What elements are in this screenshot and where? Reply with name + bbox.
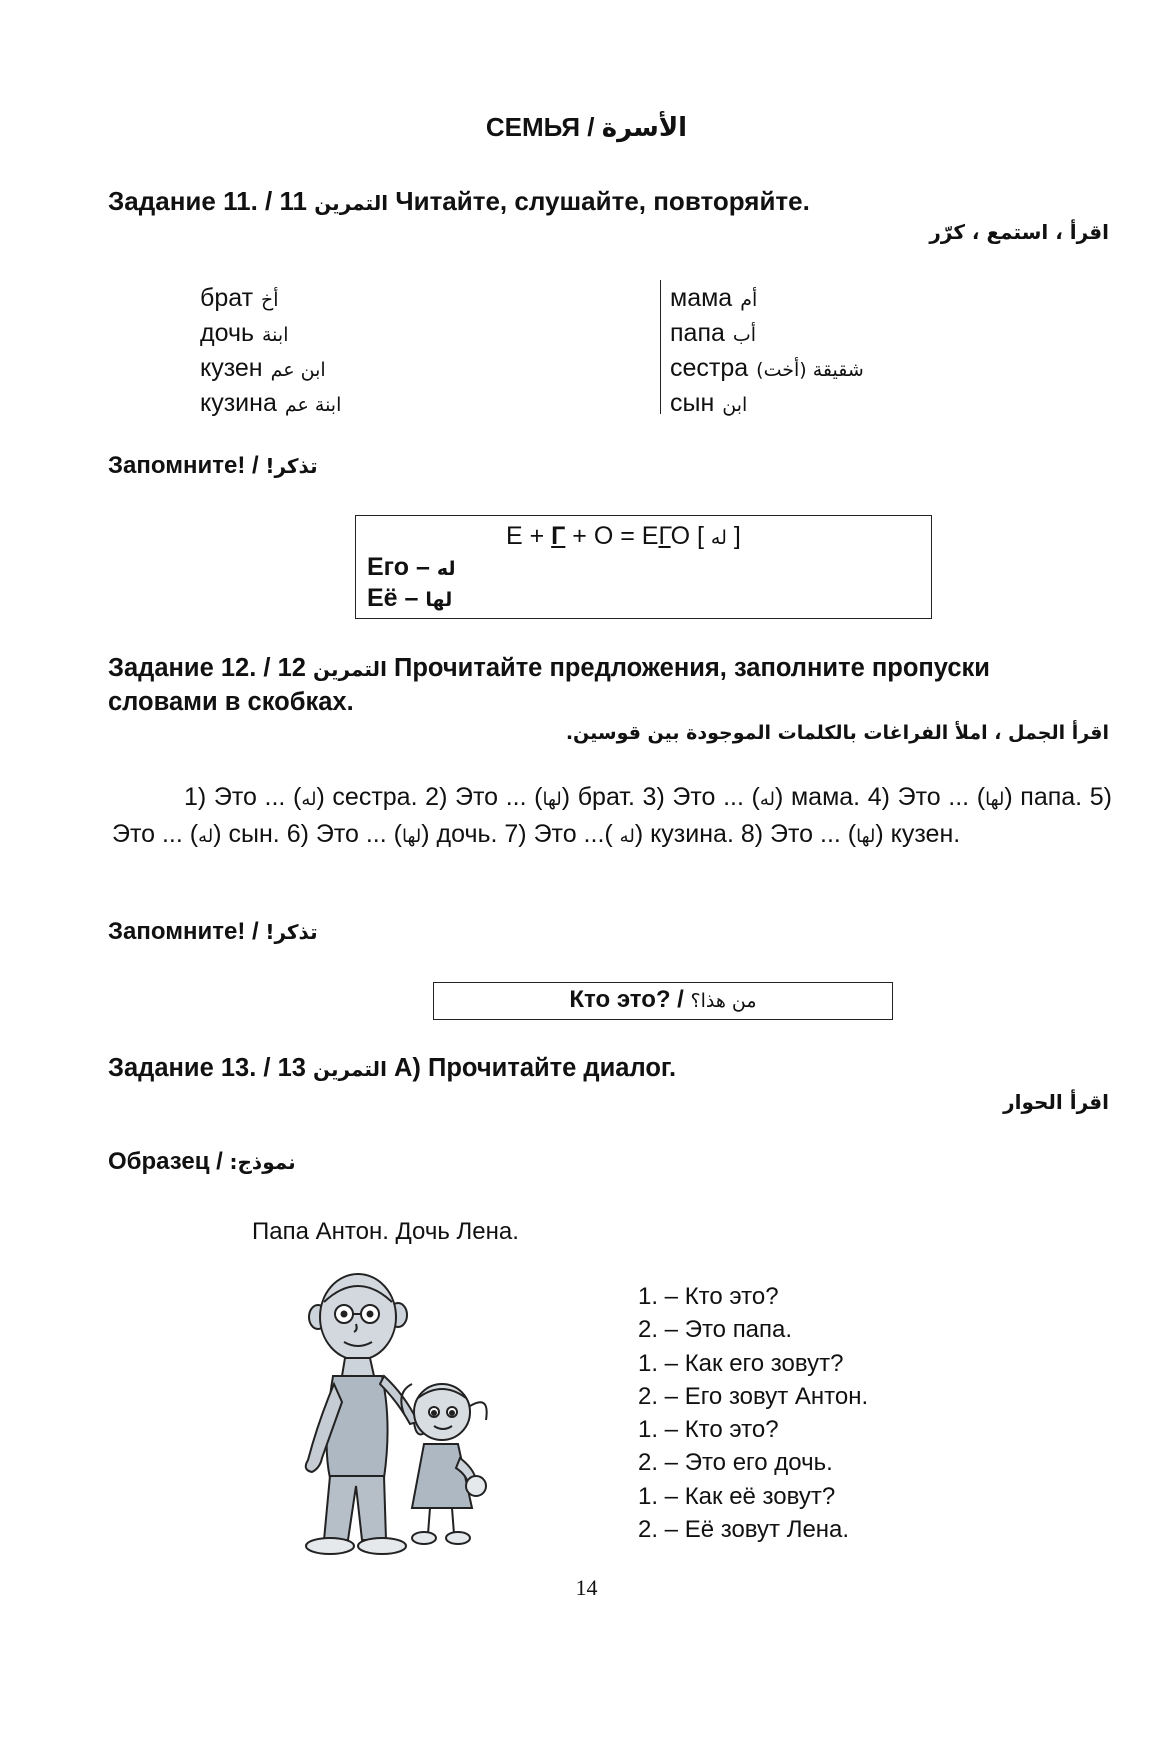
daughter-dress	[412, 1444, 472, 1508]
dialog-line: 1. – Как его зовут?	[638, 1349, 844, 1377]
vocab-item: кузен ابن عم	[200, 354, 326, 382]
exercise12-text: 1) Это ... (له) сестра. 2) Это ... (لها) брат. 3) Это ... (له) мама. 4) Это ... (لها) папа. 5) Это ... (له) сын. 6) Это ... (لها) дочь. 7) Это ...( له) кузина. 8) Это ... (لها) кузен.	[112, 783, 1112, 848]
daughter-toy	[466, 1476, 486, 1496]
remember-heading-2: Запомните! / تذكر!	[108, 918, 318, 945]
father-neck	[342, 1358, 374, 1376]
father-legs	[324, 1476, 386, 1540]
daughter-head	[414, 1384, 470, 1440]
who-box	[433, 982, 893, 1020]
father-shoe-left	[306, 1538, 354, 1554]
sample-heading: Образец / نموذج:	[108, 1148, 296, 1175]
task12-heading-line2: словами в скобках.	[108, 688, 354, 716]
task11-prefix: Задание 11. / 11	[108, 186, 307, 216]
task11-ar-word: التمرين	[314, 191, 389, 215]
who-box-text: Кто это? / من هذا؟	[569, 986, 757, 1013]
rule-eyo: Её – لها	[367, 584, 453, 612]
vocab-item: дочь ابنة	[200, 319, 289, 347]
page-title	[0, 112, 1173, 143]
page-number: 14	[575, 1575, 598, 1600]
task11-ar-instruction: اقرأ ، استمع ، كرّر	[929, 220, 1109, 244]
rule-ego: Его – له	[367, 553, 456, 581]
task12-heading: Задание 12. / 12 التمرين Прочитайте предложения, заполните пропуски	[108, 654, 990, 682]
vocab-left-list	[200, 282, 341, 422]
dialog-line: 1. – Кто это?	[638, 1283, 779, 1310]
page-title-ar: الأسرة	[601, 113, 688, 143]
father-shoe-right	[358, 1538, 406, 1554]
vocab-divider	[660, 280, 661, 414]
vocab-item: папа أب	[670, 319, 757, 347]
dialog-list	[638, 1280, 868, 1546]
task11-instruction: Читайте, слушайте, повторяйте.	[395, 186, 810, 216]
sample-text: Папа Антон. Дочь Лена.	[252, 1218, 519, 1245]
dialog-line: 2. – Это папа.	[638, 1316, 793, 1344]
dialog-line: 2. – Её зовут Лена.	[638, 1516, 850, 1544]
task11-heading	[108, 186, 810, 217]
father-daughter-illustration	[300, 1272, 540, 1562]
dialog-line: 1. – Кто это?	[638, 1416, 779, 1444]
task13-ar-instruction: اقرأ الحوار	[1003, 1090, 1109, 1114]
page-title-ru: СЕМЬЯ /	[485, 112, 595, 142]
vocab-right-list	[670, 282, 864, 422]
dialog-line: 2. – Его зовут Антон.	[638, 1382, 869, 1410]
remember-heading-1: Запомните! / تذكر!	[108, 452, 318, 479]
vocab-item: сестра شقيقة (أخت)	[670, 354, 864, 382]
dialog-line: 2. – Это его дочь.	[638, 1449, 833, 1477]
dialog-line: 1. – Как её зовут?	[638, 1482, 836, 1510]
daughter-shoe-right	[446, 1532, 470, 1544]
rule-box	[355, 515, 932, 619]
vocab-item: брат أخ	[200, 284, 279, 312]
task13-heading: Задание 13. / 13 التمرين А) Прочитайте диалог.	[108, 1054, 677, 1082]
task12-ar-instruction: اقرأ الجمل ، املأ الفراغات بالكلمات الموجودة بين قوسين.	[565, 722, 1109, 744]
vocab-item: сын ابن	[670, 389, 748, 417]
daughter-shoe-left	[412, 1532, 436, 1544]
rule-formula: Е + Г + О = ЕГО [ له ]	[506, 522, 741, 550]
daughter-pigtail-right	[470, 1402, 487, 1420]
vocab-item: кузина ابنة عم	[200, 389, 342, 417]
vocab-item: мама أم	[670, 284, 758, 312]
